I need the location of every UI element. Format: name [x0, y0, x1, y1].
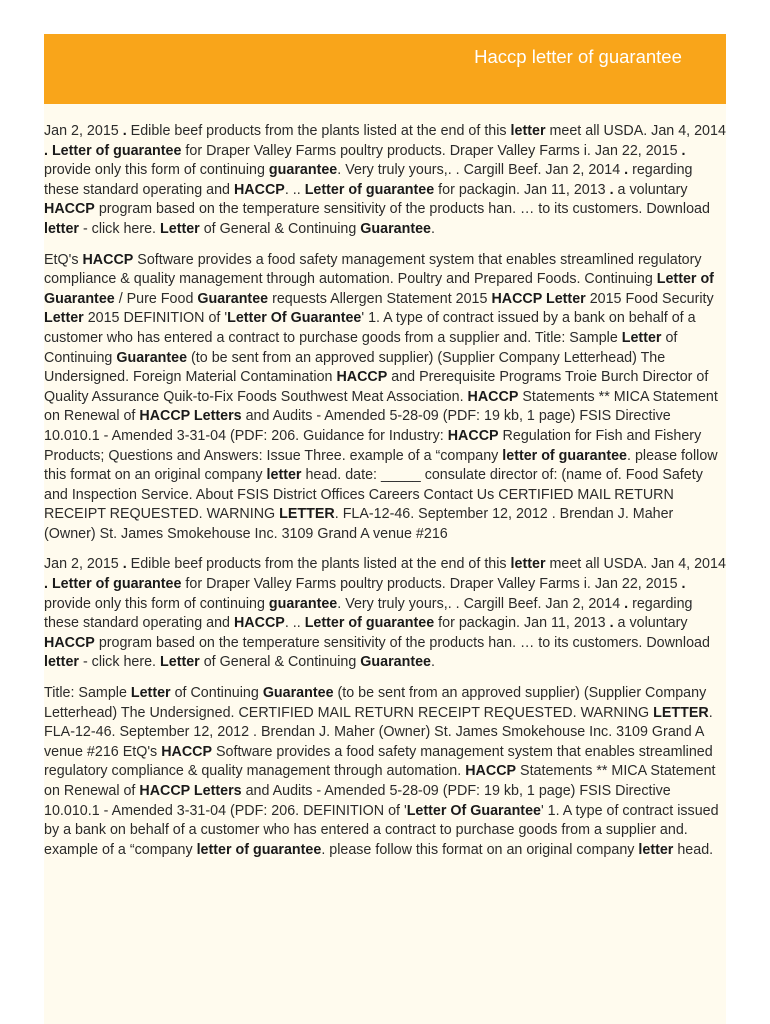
- text-run: ' 1. A type of contract issued by a bank on behalf of a customer who has entered a contract to purchase goods from a supplier and. example of a “company: [44, 802, 719, 858]
- text-run: and Audits - Amended 5-28-09 (PDF: 19 kb, 1 page) FSIS Directive 10.010.1 - Amended 3-31-04 (PDF: 206. Guidance for Industry:: [44, 408, 671, 444]
- text-run: . Very truly yours,. . Cargill Beef. Jan 2, 2014: [337, 595, 625, 612]
- bold-text-run: HACCP Letters: [139, 408, 242, 425]
- text-run: for packagin. Jan 11, 2013: [434, 615, 610, 632]
- text-run: for Draper Valley Farms poultry products. Draper Valley Farms i. Jan 22, 2015: [181, 142, 682, 159]
- bold-text-run: .: [122, 123, 127, 139]
- bold-text-run: HACCP: [82, 251, 134, 268]
- text-run: - click here.: [78, 654, 161, 671]
- text-run: of Continuing: [170, 685, 263, 702]
- bold-text-run: letter: [266, 467, 302, 484]
- document-page: [44, 34, 726, 1024]
- header-banner: [44, 34, 726, 104]
- bold-text-run: HACCP Letters: [139, 783, 242, 799]
- bold-text-run: Guarantee: [360, 220, 432, 237]
- text-run: regarding these standard operating and: [44, 595, 693, 632]
- document-body: [44, 104, 726, 860]
- bold-text-run: Letter of Guarantee: [44, 271, 714, 307]
- text-run: 2015 DEFINITION of ': [83, 310, 228, 327]
- bold-text-run: . Letter of guarantee: [44, 576, 182, 593]
- text-run: provide only this form of continuing: [44, 595, 269, 612]
- text-run: regarding these standard operating and: [44, 162, 693, 198]
- text-run: Statements ** MICA Statement on Renewal of: [44, 763, 716, 799]
- bold-text-run: .: [609, 615, 614, 632]
- text-run: of General & Continuing: [199, 654, 361, 671]
- text-run: for Draper Valley Farms poultry products. Draper Valley Farms i. Jan 22, 2015: [181, 576, 682, 593]
- bold-text-run: .: [624, 595, 629, 612]
- bold-text-run: letter of guarantee: [502, 447, 627, 464]
- text-run: .: [431, 220, 435, 237]
- text-run: . please follow this format on an original company: [44, 447, 718, 484]
- paragraph: [44, 555, 726, 673]
- text-run: . FLA-12-46. September 12, 2012 . Brendan J. Maher (Owner) St. James Smokehouse Inc. 3109 Grand A venue #216: [44, 506, 674, 542]
- bold-text-run: Letter of guarantee: [304, 181, 435, 198]
- text-run: .: [431, 654, 435, 671]
- text-run: head. date: _____ consulate director of: (name of. Food Safety and Inspection Service. About FSIS District Offices Careers Contact Us CERTIFIED MAIL RETURN RECEIPT REQUESTED. WARNING: [44, 467, 703, 523]
- text-run: a voluntary: [613, 615, 688, 632]
- text-run: . FLA-12-46. September 12, 2012 . Brendan J. Maher (Owner) St. James Smokehouse Inc. 3109 Grand A venue #216 EtQ's: [44, 704, 713, 760]
- bold-text-run: HACCP: [161, 743, 213, 760]
- text-run: ' 1. A type of contract issued by a bank on behalf of a customer who has entered a contract to purchase goods from a supplier and. Title: Sample: [44, 310, 696, 346]
- bold-text-run: Letter Of Guarantee: [227, 310, 362, 327]
- text-run: / Pure Food: [114, 290, 198, 307]
- bold-text-run: HACCP: [44, 634, 95, 651]
- bold-text-run: Letter of guarantee: [304, 615, 435, 632]
- bold-text-run: . Letter of guarantee: [44, 142, 182, 159]
- paragraph: [44, 684, 726, 860]
- text-run: . please follow this format on an original company: [321, 841, 639, 858]
- bold-text-run: Letter: [160, 220, 200, 237]
- text-run: program based on the temperature sensitivity of the products han. … to its customers. Download: [94, 634, 710, 651]
- text-run: 2015 Food Security: [585, 290, 714, 307]
- text-run: . ..: [284, 181, 305, 198]
- text-run: for packagin. Jan 11, 2013: [434, 181, 610, 198]
- text-run: . ..: [284, 615, 305, 632]
- text-run: . Very truly yours,. . Cargill Beef. Jan 2, 2014: [337, 162, 625, 179]
- bold-text-run: letter: [44, 220, 79, 237]
- text-run: Title: Sample: [44, 685, 131, 702]
- bold-text-run: .: [122, 556, 127, 573]
- bold-text-run: HACCP: [336, 369, 388, 386]
- bold-text-run: LETTER: [653, 704, 709, 721]
- bold-text-run: HACCP: [447, 427, 499, 444]
- text-run: Jan 2, 2015: [44, 556, 123, 573]
- text-run: of General & Continuing: [199, 220, 361, 237]
- paragraph: [44, 251, 726, 545]
- bold-text-run: guarantee: [268, 162, 338, 179]
- bold-text-run: HACCP: [233, 615, 285, 632]
- text-run: a voluntary: [613, 181, 688, 198]
- text-run: meet all USDA. Jan 4, 2014: [545, 123, 726, 139]
- text-run: - click here.: [78, 220, 161, 237]
- text-run: program based on the temperature sensitivity of the products han. … to its customers. Download: [94, 201, 710, 218]
- bold-text-run: HACCP: [465, 763, 517, 780]
- bold-text-run: letter: [638, 841, 674, 858]
- bold-text-run: guarantee: [268, 595, 338, 612]
- bold-text-run: HACCP: [233, 181, 285, 198]
- text-run: Edible beef products from the plants listed at the end of this: [126, 123, 511, 139]
- text-run: Edible beef products from the plants listed at the end of this: [126, 556, 511, 573]
- bold-text-run: Letter: [621, 329, 662, 346]
- bold-text-run: Letter Of Guarantee: [406, 802, 541, 819]
- text-run: meet all USDA. Jan 4, 2014: [545, 556, 726, 573]
- bold-text-run: Guarantee: [262, 685, 334, 702]
- text-run: EtQ's: [44, 251, 83, 268]
- text-run: Jan 2, 2015: [44, 123, 123, 139]
- bold-text-run: HACCP: [44, 201, 95, 218]
- bold-text-run: .: [681, 576, 686, 593]
- text-run: and Audits - Amended 5-28-09 (PDF: 19 kb, 1 page) FSIS Directive 10.010.1 - Amended 3-31-04 (PDF: 206. DEFINITION of ': [44, 783, 671, 819]
- bold-text-run: Letter: [130, 685, 171, 702]
- text-run: and Prerequisite Programs Troie Burch Director of Quality Assurance Quik-to-Fix Foods Southwest Meat Association.: [44, 369, 709, 405]
- text-run: head.: [673, 841, 714, 858]
- bold-text-run: Letter: [160, 654, 200, 671]
- bold-text-run: .: [681, 142, 686, 159]
- bold-text-run: letter of guarantee: [196, 841, 322, 858]
- text-run: Regulation for Fish and Fishery Products; Questions and Answers: Issue Three. example of a “company: [44, 427, 702, 464]
- bold-text-run: HACCP Letter: [491, 290, 586, 307]
- text-run: of Continuing: [44, 329, 678, 366]
- text-run: (to be sent from an approved supplier) (Supplier Company Letterhead) The Undersigned. CERTIFIED MAIL RETURN RECEIPT REQUESTED. WARNING: [44, 685, 707, 721]
- bold-text-run: Guarantee: [116, 349, 188, 366]
- text-run: provide only this form of continuing: [44, 162, 269, 179]
- bold-text-run: LETTER: [279, 506, 335, 523]
- bold-text-run: Guarantee: [197, 290, 269, 307]
- page-title: Haccp letter of guarantee: [474, 46, 682, 67]
- text-run: (to be sent from an approved supplier) (Supplier Company Letterhead) The Undersigned. Foreign Material Contamination: [44, 349, 666, 386]
- bold-text-run: Letter: [44, 310, 84, 327]
- text-run: Statements ** MICA Statement on Renewal of: [44, 388, 718, 425]
- bold-text-run: .: [609, 181, 614, 198]
- text-run: requests Allergen Statement 2015: [268, 290, 492, 307]
- bold-text-run: letter: [510, 556, 546, 573]
- bold-text-run: letter: [510, 123, 546, 139]
- paragraph: [44, 122, 726, 240]
- text-run: Software provides a food safety management system that enables streamlined regulatory compliance & quality management through automation.: [44, 743, 713, 780]
- bold-text-run: Guarantee: [360, 654, 432, 671]
- bold-text-run: .: [624, 162, 629, 179]
- bold-text-run: letter: [44, 654, 79, 671]
- bold-text-run: HACCP: [467, 388, 519, 405]
- text-run: Software provides a food safety management system that enables streamlined regulatory compliance & quality management through automation. Poultry and Prepared Foods. Continuing: [44, 251, 702, 288]
